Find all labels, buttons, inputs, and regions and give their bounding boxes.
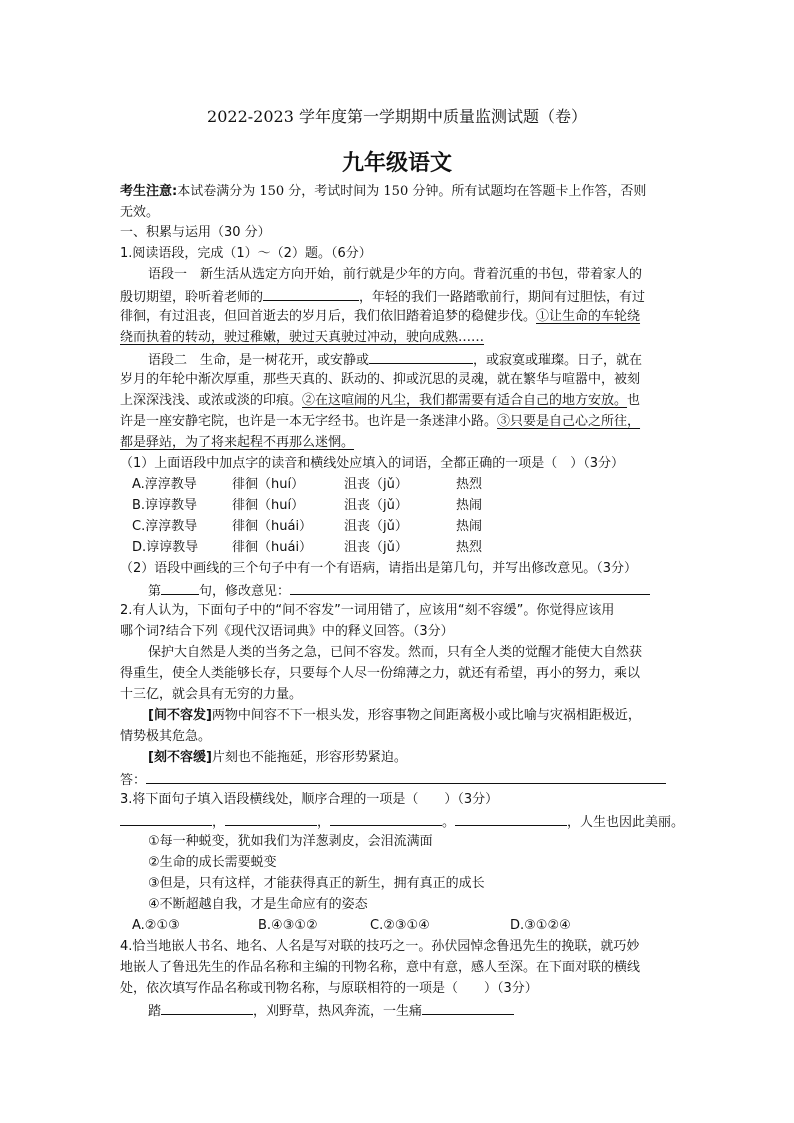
option-word: 热闹	[456, 498, 483, 513]
option-d: D.③①②④	[510, 918, 571, 933]
passage2-line3	[120, 391, 680, 411]
notice-label: 考生注意:	[120, 184, 178, 199]
passage1-line3	[120, 307, 680, 327]
q2-definition-2	[120, 748, 708, 768]
passage2-text: 语段二 生命，是一树花开，或安静或	[148, 353, 370, 368]
q1-sub1: （1）上面语段中加点字的读音和横线处应填入的词语，全都正确的一项是（ ）（3分）	[120, 456, 625, 471]
passage1-text: ，年轻的我们一路踏歌前行，期间有过胆怯，有过	[359, 290, 646, 305]
definition-text: 片刻也不能拖延，形容形势紧迫。	[211, 750, 407, 765]
fill-blank	[455, 811, 567, 826]
fill-blank	[120, 811, 212, 826]
q3-blank-line	[120, 811, 685, 833]
option-a: A.②①③	[132, 918, 180, 933]
answer-blank[interactable]	[146, 769, 666, 784]
q4-stem-cont: 地嵌人了鲁迅先生的作品名称和主编的刊物名称，意中有意，感人至深。在下面对联的横线	[120, 960, 641, 975]
notice-text-cont: 无效。	[120, 205, 160, 220]
q2-definition-1-cont: 情势极其危急。	[120, 729, 212, 744]
punctuation: ，	[317, 815, 331, 830]
option-word: D.谆谆教导	[132, 540, 199, 555]
option-word: B.谆谆教导	[132, 498, 198, 513]
subject-title: 九年级语文	[341, 151, 452, 176]
underlined-sentence-3-cont: 都是驿站，为了将来起程不再那么迷惘。	[120, 435, 355, 450]
q2-passage: 得重生，使全人类能够长存，只要每个人尽一份绵薄之力，就还有希望，再小的努力，乘以	[120, 666, 641, 681]
option-word: A.淳淳教导	[132, 477, 197, 492]
q3-item-2: ②生命的成长需要蜕变	[148, 855, 277, 870]
definition-term: [刻不容缓]	[148, 750, 212, 765]
fill-blank	[369, 349, 473, 364]
passage1-text: 殷切期望，聆听着老师的	[120, 290, 264, 305]
underlined-sentence-1: ①让生命的车轮绕	[536, 309, 641, 324]
option-pinyin: 徘徊（huí）	[232, 498, 305, 513]
q2-passage: 保护大自然是人类的当务之急，已间不容发。然而，只有全人类的觉醒才能使大自然获	[148, 645, 643, 660]
definition-text: 两物中间容不下一根头发，形容事物之间距离极小或比喻与灾祸相距极近，	[211, 708, 641, 723]
couplet-text: 踏	[148, 1004, 162, 1019]
passage1-line2	[120, 286, 680, 308]
exam-title: 2022-2023 学年度第一学期期中质量监测试题（卷）	[207, 107, 587, 126]
q1-sub2: （2）语段中画线的三个句子中有一个有语病，请指出是第几句，并写出修改意见。（3分）	[120, 561, 638, 576]
fill-blank	[161, 1000, 253, 1015]
underlined-sentence-1-cont: 绕而执着的转动，驶过稚嫩，驶过天真驶过冲动，驶向成熟……	[120, 330, 485, 345]
section-title: 一、积累与运用（30 分）	[120, 225, 271, 240]
passage2-line1	[120, 349, 708, 371]
answer-blank[interactable]	[161, 580, 199, 595]
q1-stem: 1.阅读语段，完成（1）～（2）题。（6分）	[120, 246, 372, 261]
q3-tail-text: ，人生也因此美丽。	[567, 815, 685, 830]
option-pinyin: 沮丧（jǔ）	[344, 477, 408, 492]
option-pinyin: 徘徊（huái）	[232, 540, 313, 555]
notice-line	[120, 182, 680, 202]
passage2-line2: 岁月的年轮中渐次厚重，那些天真的、跃动的、抑或沉思的灵魂，就在繁华与喧嚣中，被刻	[120, 372, 641, 387]
q2-passage: 十三亿，就会具有无穷的力量。	[120, 687, 303, 702]
q2-definition-1	[120, 706, 708, 726]
passage2-line4	[120, 412, 680, 432]
answer-label: 句，修改意见：	[199, 584, 291, 599]
option-pinyin: 沮丧（jǔ）	[344, 519, 408, 534]
option-word: 热烈	[456, 540, 483, 555]
passage2-text: 许是一座安静宅院，也许是一本无字经书。也许是一条迷津小路。	[120, 414, 498, 429]
option-pinyin: 沮丧（jǔ）	[344, 540, 408, 555]
option-pinyin: 徘徊（huí）	[232, 477, 305, 492]
option-b: B.④③①②	[258, 918, 318, 933]
q4-stem: 4.恰当地嵌人书名、地名、人名是写对联的技巧之一。孙伏园悼念鲁迅先生的挽联，就巧妙	[120, 939, 640, 954]
q4-couplet	[120, 1000, 708, 1022]
definition-term: [间不容发]	[148, 708, 212, 723]
passage2-text: ，或寂寞或璀璨。日子，就在	[473, 353, 643, 368]
q2-stem: 2.有人认为，下面句子中的“间不容发”一词用错了，应该用“刻不容缓”。你觉得应该用	[120, 603, 615, 618]
passage1-text: 徘徊，有过沮丧，但回首逝去的岁月后，我们依旧踏着追梦的稳健步伐。	[120, 309, 537, 324]
passage2-text: 也	[627, 393, 641, 408]
fill-blank	[225, 811, 317, 826]
q3-item-4: ④不断超越自我，才是生命应有的姿态	[148, 897, 368, 912]
fill-blank	[422, 1000, 514, 1015]
option-pinyin: 徘徊（huái）	[232, 519, 313, 534]
q4-stem-cont: 处，依次填写作品名称或刊物名称，与原联相符的一项是（ ）（3分）	[120, 981, 538, 996]
underlined-sentence-3: ③只要是自己心之所往，	[497, 414, 641, 429]
option-pinyin: 沮丧（jǔ）	[344, 498, 408, 513]
fill-blank	[263, 286, 359, 301]
answer-blank[interactable]	[290, 580, 650, 595]
q3-item-3: ③但是，只有这样，才能获得真正的新生，拥有真正的成长	[148, 876, 485, 891]
q2-answer-line	[120, 769, 680, 791]
option-word: 热烈	[456, 477, 483, 492]
punctuation: ，	[212, 815, 226, 830]
answer-label: 答：	[120, 773, 147, 788]
notice-text: 本试卷满分为 150 分，考试时间为 150 分钟。所有试题均在答题卡上作答，否则	[177, 184, 647, 199]
option-c: C.②③①④	[370, 918, 430, 933]
answer-prefix: 第	[148, 584, 162, 599]
fill-blank	[330, 811, 442, 826]
q2-stem-cont: 哪个词?结合下列《现代汉语词典》中的释义回答。（3分）	[120, 624, 454, 639]
punctuation: 。	[442, 815, 456, 830]
underlined-sentence-2: ②在这喧闹的凡尘，我们都需要有适合自己的地方安放。	[302, 393, 628, 408]
passage1-line1: 语段一 新生活从选定方向开始，前行就是少年的方向。背着沉重的书包，带着家人的	[148, 267, 643, 282]
q3-stem: 3.将下面句子填入语段横线处，顺序合理的一项是（ ）（3分）	[120, 792, 499, 807]
passage2-text: 上深深浅浅、或浓或淡的印痕。	[120, 393, 303, 408]
q1-sub2-answer-line	[120, 580, 708, 602]
option-word: 热闹	[456, 519, 483, 534]
q3-item-1: ①每一种蜕变，犹如我们为洋葱剥皮，会泪流满面	[148, 834, 433, 849]
couplet-text: ，刈野草，热风奔流，一生痛	[253, 1004, 423, 1019]
option-word: C.淳淳教导	[132, 519, 198, 534]
